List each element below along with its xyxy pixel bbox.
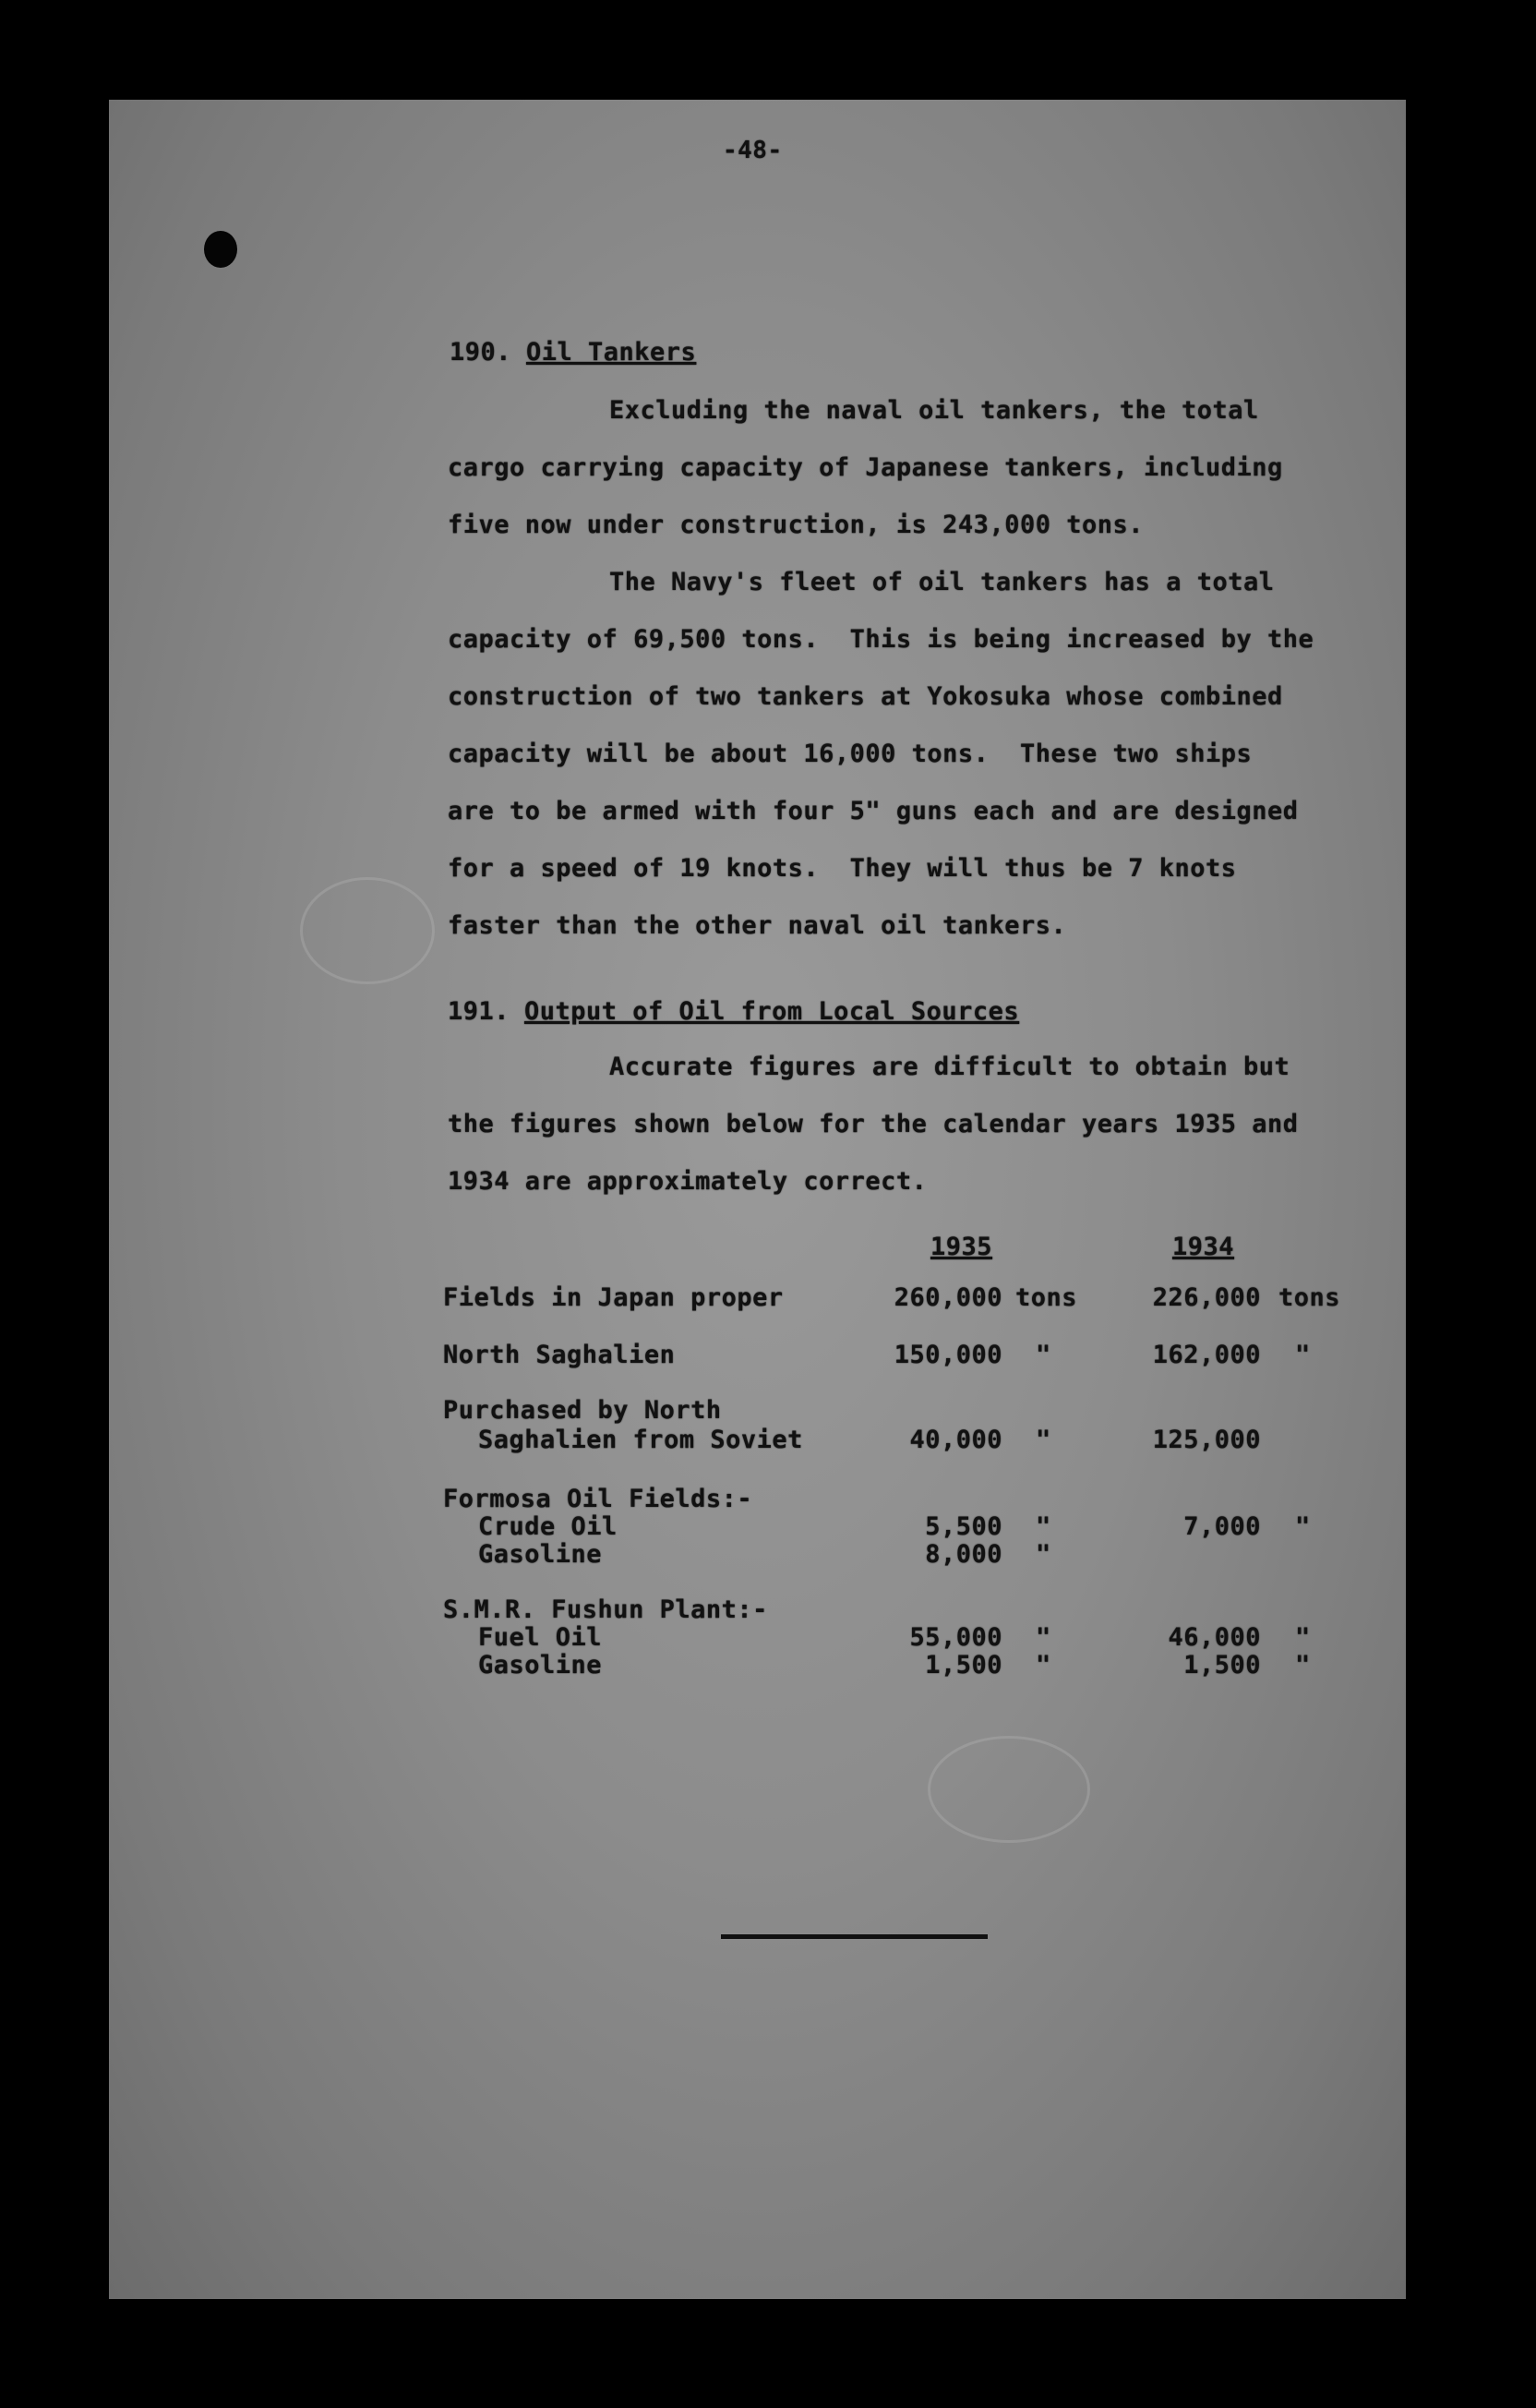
row-label: Crude Oil (478, 1512, 618, 1541)
group-label: S.M.R. Fushun Plant:- (443, 1595, 768, 1624)
paragraph-line: capacity of 69,500 tons. This is being increased by the (448, 625, 1314, 654)
paragraph-line: are to be armed with four 5" guns each and are designed (448, 797, 1299, 825)
value-1934: 46,000 (1168, 1623, 1261, 1652)
value-1935: 150,000 (894, 1341, 1002, 1369)
section-number: 191. (448, 997, 510, 1026)
value-1934: 125,000 (1152, 1426, 1261, 1454)
unit-1935: " (1036, 1623, 1051, 1652)
paragraph-line: Excluding the naval oil tankers, the total (609, 396, 1259, 425)
unit-1935: tons (1015, 1283, 1078, 1312)
section-heading: Output of Oil from Local Sources (524, 997, 1020, 1026)
row-label-continued: Saghalien from Soviet (478, 1426, 803, 1454)
unit-1934: tons (1278, 1283, 1341, 1312)
faint-stamp-mark (300, 877, 435, 984)
column-header-1935: 1935 (930, 1233, 993, 1261)
row-label: Fuel Oil (478, 1623, 603, 1652)
unit-1934: " (1295, 1341, 1311, 1369)
punch-hole (204, 231, 237, 268)
value-1935: 55,000 (909, 1623, 1002, 1652)
unit-1935: " (1036, 1651, 1051, 1680)
value-1935: 8,000 (925, 1540, 1002, 1569)
value-1935: 1,500 (925, 1651, 1002, 1680)
section-heading: Oil Tankers (526, 338, 697, 367)
page-number: -48- (723, 137, 783, 164)
value-1935: 260,000 (894, 1283, 1002, 1312)
unit-1934: " (1295, 1651, 1311, 1680)
paragraph-line: the figures shown below for the calendar years 1935 and (448, 1110, 1299, 1138)
value-1935: 5,500 (925, 1512, 1002, 1541)
document-page (109, 100, 1406, 2299)
value-1935: 40,000 (909, 1426, 1002, 1454)
paragraph-line: five now under construction, is 243,000 tons. (448, 511, 1144, 539)
row-label: Purchased by North (443, 1396, 722, 1425)
closing-rule (721, 1934, 988, 1939)
unit-1935: " (1036, 1341, 1051, 1369)
faint-stamp-mark (928, 1736, 1090, 1843)
section-number: 190. (450, 338, 512, 367)
row-label: Gasoline (478, 1651, 603, 1680)
unit-1935: " (1036, 1426, 1051, 1454)
paragraph-line: The Navy's fleet of oil tankers has a total (609, 568, 1275, 596)
value-1934: 226,000 (1152, 1283, 1261, 1312)
value-1934: 162,000 (1152, 1341, 1261, 1369)
unit-1934: " (1295, 1623, 1311, 1652)
paragraph-line: for a speed of 19 knots. They will thus be 7 knots (448, 854, 1237, 883)
paragraph-line: capacity will be about 16,000 tons. These two ships (448, 740, 1253, 768)
value-1934: 7,000 (1183, 1512, 1261, 1541)
unit-1935: " (1036, 1512, 1051, 1541)
paragraph-line: faster than the other naval oil tankers. (448, 911, 1067, 940)
paragraph-line: Accurate figures are difficult to obtain but (609, 1053, 1290, 1081)
row-label: North Saghalien (443, 1341, 676, 1369)
paragraph-line: construction of two tankers at Yokosuka whose combined (448, 682, 1283, 711)
paragraph-line: 1934 are approximately correct. (448, 1167, 928, 1196)
row-label: Fields in Japan proper (443, 1283, 784, 1312)
value-1934: 1,500 (1183, 1651, 1261, 1680)
paragraph-line: cargo carrying capacity of Japanese tankers, including (448, 453, 1283, 482)
group-label: Formosa Oil Fields:- (443, 1485, 753, 1513)
column-header-1934: 1934 (1172, 1233, 1235, 1261)
unit-1935: " (1036, 1540, 1051, 1569)
row-label: Gasoline (478, 1540, 603, 1569)
unit-1934: " (1295, 1512, 1311, 1541)
